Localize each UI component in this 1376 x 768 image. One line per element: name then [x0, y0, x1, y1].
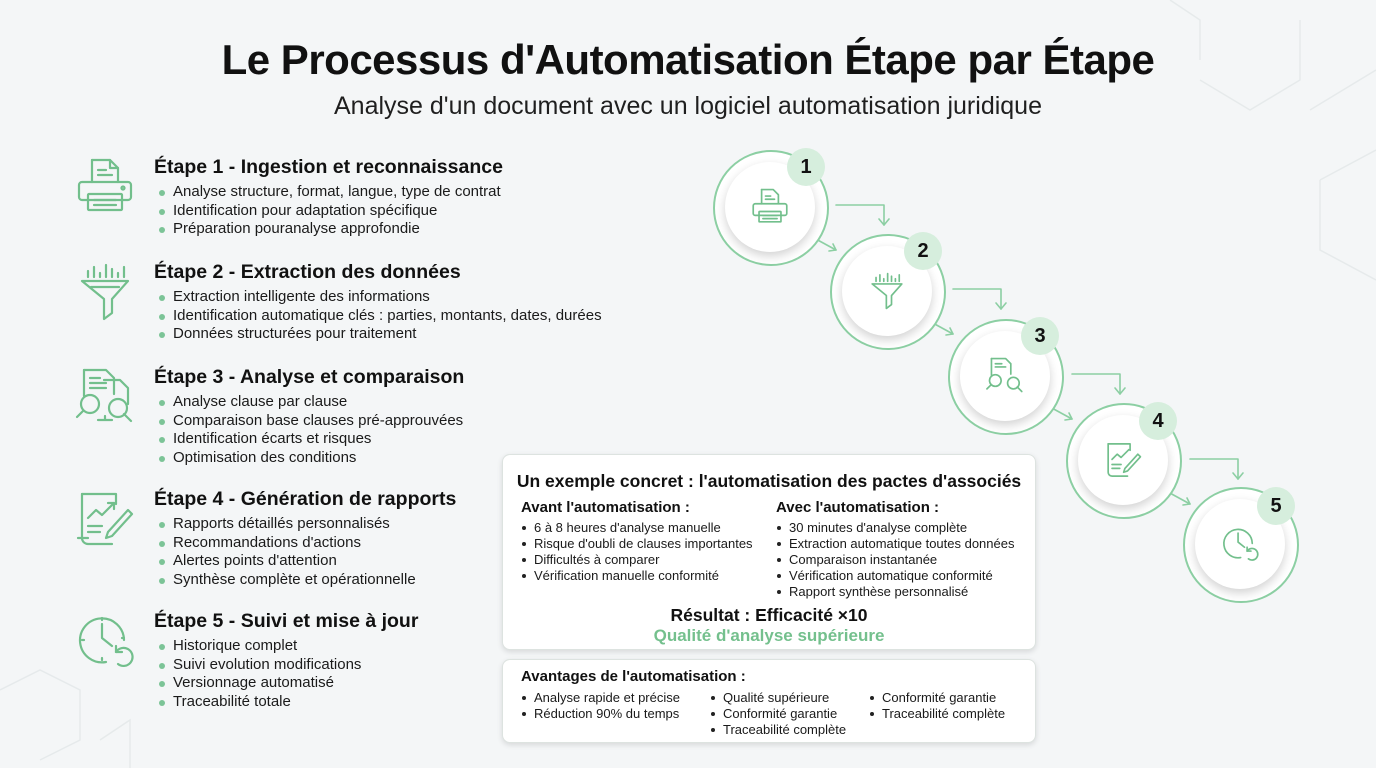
printer-document-icon: [750, 187, 790, 227]
list-item: Qualité supérieure: [710, 690, 846, 706]
list-item: Identification écarts et risques: [158, 430, 463, 449]
list-item: Versionnage automatisé: [158, 674, 361, 693]
quality-text: Qualité d'analyse supérieure: [653, 626, 885, 645]
step-number-badge: 3: [1021, 317, 1059, 355]
after-column: [776, 499, 1014, 600]
list-item: Historique complet: [158, 637, 361, 656]
step-number-badge: 1: [787, 148, 825, 186]
example-title: Un exemple concret : l'automatisation des pactes d'associés: [516, 471, 1022, 491]
list-item: Préparation pouranalyse approfondie: [158, 220, 501, 239]
list-item: Conformité garantie: [710, 706, 846, 722]
list-item: Extraction automatique toutes données: [776, 536, 1014, 552]
list-item: Identification automatique clés : parties, montants, dates, durées: [158, 307, 602, 326]
list-item: Réduction 90% du temps: [521, 706, 680, 722]
list-item: Difficultés à comparer: [521, 552, 753, 568]
list-item: Rapports détaillés personnalisés: [158, 515, 416, 534]
list-item: Extraction intelligente des informations: [158, 288, 602, 307]
funnel-data-icon: [867, 271, 907, 311]
after-heading: Avec l'automatisation :: [776, 499, 940, 516]
list-item: Recommandations d'actions: [158, 534, 416, 553]
list-item: Traceabilité complète: [710, 722, 846, 738]
page-subtitle: Analyse d'un document avec un logiciel automatisation juridique: [334, 92, 1042, 120]
list-item: Analyse clause par clause: [158, 393, 463, 412]
step-4-title: Étape 4 - Génération de rapports: [154, 488, 457, 510]
before-column: [521, 499, 753, 584]
list-item: Comparaison instantanée: [776, 552, 1014, 568]
step-5-title: Étape 5 - Suivi et mise à jour: [154, 610, 419, 632]
page-title: Le Processus d'Automatisation Étape par Étape: [221, 36, 1155, 83]
list-item: Synthèse complète et opérationnelle: [158, 571, 416, 590]
step-3-title: Étape 3 - Analyse et comparaison: [154, 366, 465, 388]
before-heading: Avant l'automatisation :: [521, 499, 690, 516]
step-number-badge: 5: [1257, 487, 1295, 525]
list-item: Vérification manuelle conformité: [521, 568, 753, 584]
advantages-card: [502, 659, 1036, 743]
list-item: 30 minutes d'analyse complète: [776, 520, 1014, 536]
list-item: Analyse rapide et précise: [521, 690, 680, 706]
list-item: Suivi evolution modifications: [158, 656, 361, 675]
list-item: Risque d'oubli de clauses importantes: [521, 536, 753, 552]
clock-refresh-icon: [1220, 524, 1260, 564]
list-item: Données structurées pour traitement: [158, 325, 602, 344]
list-item: Rapport synthèse personnalisé: [776, 584, 1014, 600]
list-item: 6 à 8 heures d'analyse manuelle: [521, 520, 753, 536]
list-item: Alertes points d'attention: [158, 552, 416, 571]
report-chart-pen-icon: [1103, 440, 1143, 480]
list-item: Traceabilité totale: [158, 693, 361, 712]
list-item: Comparaison base clauses pré-approuvées: [158, 412, 463, 431]
step-2-title: Étape 2 - Extraction des données: [154, 261, 461, 283]
example-card: [502, 454, 1036, 650]
list-item: Conformité garantie: [869, 690, 1005, 706]
list-item: Vérification automatique conformité: [776, 568, 1014, 584]
list-item: Identification pour adaptation spécifique: [158, 202, 501, 221]
advantages-column-3: [869, 690, 1005, 722]
document-magnifier-icon: [985, 356, 1025, 396]
result-text: Résultat : Efficacité ×10: [670, 605, 868, 625]
step-number-badge: 4: [1139, 402, 1177, 440]
advantages-column-2: [710, 690, 846, 738]
list-item: Traceabilité complète: [869, 706, 1005, 722]
step-number-badge: 2: [904, 232, 942, 270]
advantages-column-1: [521, 690, 680, 722]
list-item: Analyse structure, format, langue, type de contrat: [158, 183, 501, 202]
advantages-heading: Avantages de l'automatisation :: [521, 668, 746, 685]
step-1-title: Étape 1 - Ingestion et reconnaissance: [154, 156, 503, 178]
list-item: Optimisation des conditions: [158, 449, 463, 468]
